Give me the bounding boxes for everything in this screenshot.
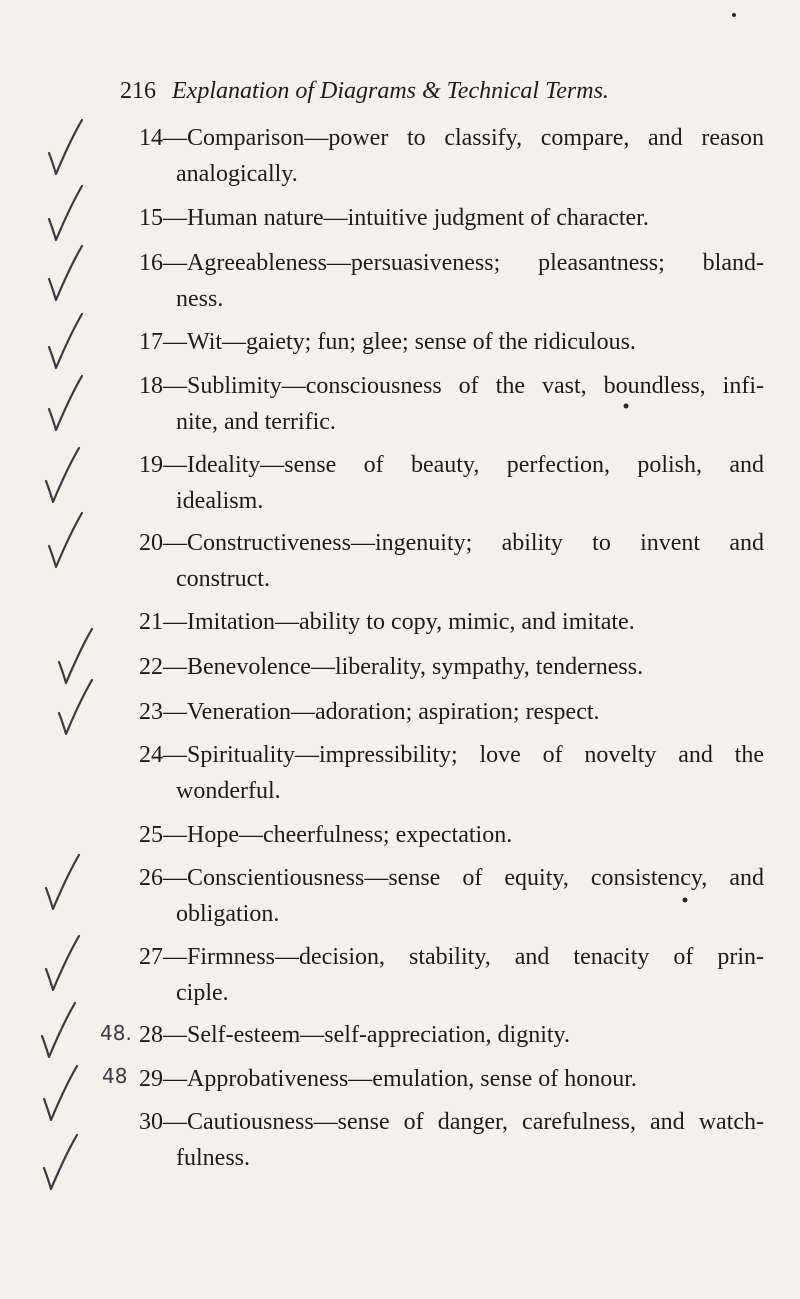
entry-20 [139, 525, 764, 597]
entry-continuation: analogically. [176, 161, 298, 187]
entry-line: 29—Approbativeness—emulation, sense of honour. [139, 1066, 637, 1092]
entry-14 [139, 120, 764, 192]
entry-line: 22—Benevolence—liberality, sympathy, tenderness. [139, 654, 644, 680]
handwritten-checkmark-icon [38, 1000, 80, 1062]
handwritten-checkmark-icon [55, 677, 97, 739]
entry-29 [139, 1061, 764, 1097]
entry-continuation: construct. [176, 566, 270, 592]
handwritten-checkmark-icon [42, 852, 84, 914]
entry-26 [139, 860, 764, 932]
handwritten-checkmark-icon [45, 117, 87, 179]
entry-continuation: nite, and terrific. [176, 409, 336, 435]
entry-17 [139, 324, 764, 360]
entry-continuation: ness. [176, 286, 224, 312]
entry-line: 16—Agreeableness—persuasiveness; pleasantness; bland- [139, 250, 764, 276]
handwritten-checkmark-icon [45, 510, 87, 572]
ink-speck [730, 11, 738, 19]
entry-22 [139, 649, 764, 685]
entry-30 [139, 1104, 764, 1176]
handwritten-checkmark-icon [40, 1063, 82, 1125]
entry-continuation: wonderful. [176, 778, 281, 804]
entry-line: 24—Spirituality—impressibility; love of novelty and the [139, 742, 764, 768]
entry-line: 23—Veneration—adoration; aspiration; respect. [139, 699, 600, 725]
entry-18 [139, 368, 764, 440]
entry-19 [139, 447, 764, 519]
page-number: 216 [120, 78, 156, 104]
entry-continuation: idealism. [176, 488, 264, 514]
margin-note: 48. [100, 1021, 132, 1045]
entry-line: 18—Sublimity—consciousness of the vast, boundless, infi- [139, 373, 764, 399]
entry-28 [139, 1017, 764, 1053]
entry-24 [139, 737, 764, 809]
handwritten-checkmark-icon [40, 1132, 82, 1194]
entry-line: 15—Human nature—intuitive judgment of character. [139, 205, 649, 231]
ink-speck [622, 402, 630, 410]
entry-21 [139, 604, 764, 640]
handwritten-checkmark-icon [45, 183, 87, 245]
entry-line: 17—Wit—gaiety; fun; glee; sense of the ridiculous. [139, 329, 636, 355]
entry-line: 14—Comparison—power to classify, compare, and reason [139, 125, 764, 151]
page-title: Explanation of Diagrams & Technical Terms. [172, 78, 609, 104]
margin-note: 48 [102, 1064, 128, 1088]
handwritten-checkmark-icon [42, 445, 84, 507]
entry-line: 26—Conscientiousness—sense of equity, consistency, and [139, 865, 764, 891]
handwritten-checkmark-icon [45, 373, 87, 435]
handwritten-checkmark-icon [45, 243, 87, 305]
handwritten-checkmark-icon [45, 311, 87, 373]
entry-27 [139, 939, 764, 1011]
entry-continuation: fulness. [176, 1145, 250, 1171]
entry-line: 19—Ideality—sense of beauty, perfection, polish, and [139, 452, 764, 478]
entry-continuation: obligation. [176, 901, 280, 927]
running-header [120, 78, 609, 105]
entry-line: 20—Constructiveness—ingenuity; ability to invent and [139, 530, 764, 556]
entry-25 [139, 817, 764, 853]
entry-line: 28—Self-esteem—self-appreciation, dignity. [139, 1022, 570, 1048]
entry-line: 30—Cautiousness—sense of danger, carefulness, and watch- [139, 1109, 764, 1135]
entry-line: 21—Imitation—ability to copy, mimic, and imitate. [139, 609, 635, 635]
entry-continuation: ciple. [176, 980, 229, 1006]
entry-15 [139, 200, 764, 236]
entry-16 [139, 245, 764, 317]
entry-23 [139, 694, 764, 730]
entry-line: 27—Firmness—decision, stability, and tenacity of prin- [139, 944, 764, 970]
handwritten-checkmark-icon [42, 933, 84, 995]
ink-speck [681, 896, 689, 904]
entry-line: 25—Hope—cheerfulness; expectation. [139, 822, 513, 848]
